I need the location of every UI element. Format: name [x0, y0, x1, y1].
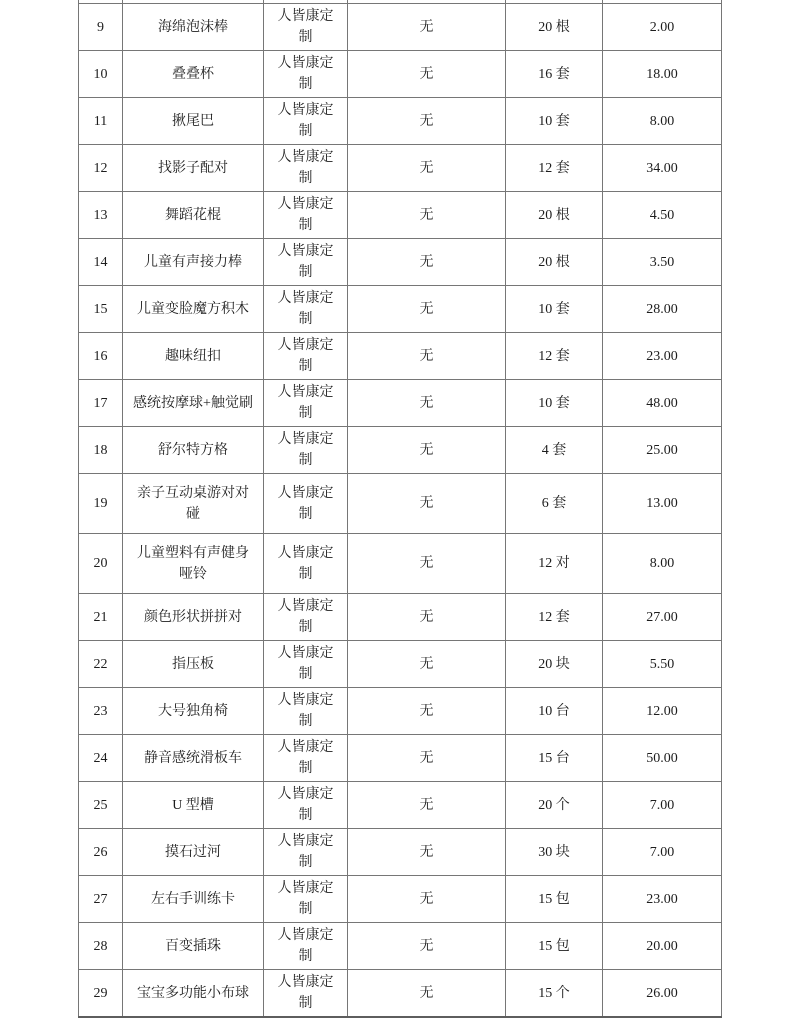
- item-name-cell: 感统按摩球+触觉刷: [123, 380, 264, 427]
- item-spec-cell: 无: [348, 427, 506, 474]
- table-row: [79, 735, 722, 782]
- item-brand-cell: 人皆康定制: [264, 474, 348, 534]
- table-row: [79, 192, 722, 239]
- item-quantity-cell: 10 套: [506, 98, 603, 145]
- table-row: [79, 923, 722, 970]
- item-price-cell: 18.00: [603, 51, 722, 98]
- item-name-cell: 趣味纽扣: [123, 333, 264, 380]
- row-number-cell: 26: [79, 829, 123, 876]
- item-brand-cell: 人皆康定制: [264, 923, 348, 970]
- item-spec-cell: 无: [348, 380, 506, 427]
- table-row: [79, 782, 722, 829]
- item-brand-cell: 人皆康定制: [264, 876, 348, 923]
- item-spec-cell: 无: [348, 688, 506, 735]
- table-body: [79, 0, 722, 1017]
- item-price-cell: 13.00: [603, 474, 722, 534]
- item-quantity-cell: 30 块: [506, 829, 603, 876]
- item-spec-cell: 无: [348, 286, 506, 333]
- item-price-cell: 5.50: [603, 641, 722, 688]
- item-quantity-cell: 12 套: [506, 333, 603, 380]
- table-sheet: [78, 0, 722, 1018]
- item-price-cell: 4.50: [603, 192, 722, 239]
- item-spec-cell: 无: [348, 923, 506, 970]
- item-brand-cell: 人皆康定制: [264, 594, 348, 641]
- row-number-cell: 17: [79, 380, 123, 427]
- item-price-cell: 48.00: [603, 380, 722, 427]
- item-name-cell: 儿童变脸魔方积木: [123, 286, 264, 333]
- item-quantity-cell: 20 根: [506, 239, 603, 286]
- table-row: [79, 239, 722, 286]
- item-name-cell: 揪尾巴: [123, 98, 264, 145]
- item-brand-cell: 人皆康定制: [264, 427, 348, 474]
- table-row: [79, 970, 722, 1018]
- item-spec-cell: 无: [348, 594, 506, 641]
- item-spec-cell: 无: [348, 782, 506, 829]
- item-price-cell: 50.00: [603, 735, 722, 782]
- item-quantity-cell: 15 台: [506, 735, 603, 782]
- table-row: [79, 333, 722, 380]
- table-row: [79, 4, 722, 51]
- table-row: [79, 474, 722, 534]
- item-quantity-cell: 12 套: [506, 145, 603, 192]
- item-name-cell: 颜色形状拼拼对: [123, 594, 264, 641]
- item-name-cell: 大号独角椅: [123, 688, 264, 735]
- item-name-cell: 静音感统滑板车: [123, 735, 264, 782]
- item-price-cell: 28.00: [603, 286, 722, 333]
- item-price-cell: 3.50: [603, 239, 722, 286]
- item-brand-cell: 人皆康定制: [264, 782, 348, 829]
- row-number-cell: 9: [79, 4, 123, 51]
- item-brand-cell: 人皆康定制: [264, 51, 348, 98]
- row-number-cell: 22: [79, 641, 123, 688]
- item-name-cell: 叠叠杯: [123, 51, 264, 98]
- row-number-cell: 16: [79, 333, 123, 380]
- item-price-cell: 2.00: [603, 4, 722, 51]
- item-quantity-cell: 20 块: [506, 641, 603, 688]
- table-row: [79, 534, 722, 594]
- item-price-cell: 26.00: [603, 970, 722, 1018]
- item-name-cell: 找影子配对: [123, 145, 264, 192]
- item-brand-cell: 人皆康定制: [264, 239, 348, 286]
- item-quantity-cell: 6 套: [506, 474, 603, 534]
- item-quantity-cell: 10 台: [506, 688, 603, 735]
- item-spec-cell: 无: [348, 735, 506, 782]
- item-brand-cell: 人皆康定制: [264, 970, 348, 1018]
- item-name-cell: U 型槽: [123, 782, 264, 829]
- row-number-cell: 18: [79, 427, 123, 474]
- item-quantity-cell: 4 套: [506, 427, 603, 474]
- item-quantity-cell: 15 包: [506, 876, 603, 923]
- item-brand-cell: 人皆康定制: [264, 145, 348, 192]
- item-brand-cell: 人皆康定制: [264, 534, 348, 594]
- table-row: [79, 98, 722, 145]
- table-row: [79, 286, 722, 333]
- item-quantity-cell: 15 包: [506, 923, 603, 970]
- row-number-cell: 10: [79, 51, 123, 98]
- item-spec-cell: 无: [348, 192, 506, 239]
- item-spec-cell: 无: [348, 4, 506, 51]
- item-price-cell: 12.00: [603, 688, 722, 735]
- item-quantity-cell: 10 套: [506, 286, 603, 333]
- row-number-cell: 13: [79, 192, 123, 239]
- item-brand-cell: 人皆康定制: [264, 380, 348, 427]
- item-spec-cell: 无: [348, 641, 506, 688]
- table-row: [79, 641, 722, 688]
- table-row: [79, 829, 722, 876]
- item-spec-cell: 无: [348, 239, 506, 286]
- item-quantity-cell: 15 个: [506, 970, 603, 1018]
- item-price-cell: 8.00: [603, 98, 722, 145]
- item-name-cell: 指压板: [123, 641, 264, 688]
- item-price-cell: 23.00: [603, 333, 722, 380]
- item-quantity-cell: 10 套: [506, 380, 603, 427]
- item-brand-cell: 人皆康定制: [264, 192, 348, 239]
- row-number-cell: 11: [79, 98, 123, 145]
- item-quantity-cell: 12 套: [506, 594, 603, 641]
- item-name-cell: 左右手训练卡: [123, 876, 264, 923]
- item-brand-cell: 人皆康定制: [264, 829, 348, 876]
- table-row: [79, 51, 722, 98]
- item-quantity-cell: 12 对: [506, 534, 603, 594]
- row-number-cell: 29: [79, 970, 123, 1018]
- row-number-cell: 27: [79, 876, 123, 923]
- item-name-cell: 儿童塑料有声健身哑铃: [123, 534, 264, 594]
- item-brand-cell: 人皆康定制: [264, 286, 348, 333]
- item-name-cell: 百变插珠: [123, 923, 264, 970]
- item-name-cell: 海绵泡沫棒: [123, 4, 264, 51]
- table-row: [79, 876, 722, 923]
- item-quantity-cell: 20 根: [506, 192, 603, 239]
- item-name-cell: 舒尔特方格: [123, 427, 264, 474]
- item-name-cell: 宝宝多功能小布球: [123, 970, 264, 1018]
- item-price-cell: 20.00: [603, 923, 722, 970]
- items-price-table: [78, 0, 722, 1018]
- item-price-cell: 25.00: [603, 427, 722, 474]
- item-quantity-cell: 16 套: [506, 51, 603, 98]
- item-name-cell: 舞蹈花棍: [123, 192, 264, 239]
- item-spec-cell: 无: [348, 98, 506, 145]
- table-row: [79, 427, 722, 474]
- item-quantity-cell: 20 根: [506, 4, 603, 51]
- row-number-cell: 19: [79, 474, 123, 534]
- row-number-cell: 28: [79, 923, 123, 970]
- table-row: [79, 380, 722, 427]
- item-brand-cell: 人皆康定制: [264, 98, 348, 145]
- item-spec-cell: 无: [348, 970, 506, 1018]
- item-spec-cell: 无: [348, 474, 506, 534]
- row-number-cell: 20: [79, 534, 123, 594]
- row-number-cell: 12: [79, 145, 123, 192]
- item-brand-cell: 人皆康定制: [264, 735, 348, 782]
- item-brand-cell: 人皆康定制: [264, 641, 348, 688]
- item-spec-cell: 无: [348, 145, 506, 192]
- item-price-cell: 34.00: [603, 145, 722, 192]
- item-price-cell: 7.00: [603, 829, 722, 876]
- item-spec-cell: 无: [348, 534, 506, 594]
- row-number-cell: 21: [79, 594, 123, 641]
- item-price-cell: 23.00: [603, 876, 722, 923]
- item-spec-cell: 无: [348, 333, 506, 380]
- item-spec-cell: 无: [348, 829, 506, 876]
- table-row: [79, 688, 722, 735]
- item-brand-cell: 人皆康定制: [264, 688, 348, 735]
- item-spec-cell: 无: [348, 876, 506, 923]
- row-number-cell: 23: [79, 688, 123, 735]
- item-spec-cell: 无: [348, 51, 506, 98]
- item-name-cell: 儿童有声接力棒: [123, 239, 264, 286]
- row-number-cell: 15: [79, 286, 123, 333]
- row-number-cell: 24: [79, 735, 123, 782]
- row-number-cell: 14: [79, 239, 123, 286]
- item-price-cell: 8.00: [603, 534, 722, 594]
- item-price-cell: 7.00: [603, 782, 722, 829]
- row-number-cell: 25: [79, 782, 123, 829]
- item-brand-cell: 人皆康定制: [264, 4, 348, 51]
- item-name-cell: 亲子互动桌游对对碰: [123, 474, 264, 534]
- table-row: [79, 145, 722, 192]
- item-price-cell: 27.00: [603, 594, 722, 641]
- item-name-cell: 摸石过河: [123, 829, 264, 876]
- item-brand-cell: 人皆康定制: [264, 333, 348, 380]
- table-row: [79, 594, 722, 641]
- item-quantity-cell: 20 个: [506, 782, 603, 829]
